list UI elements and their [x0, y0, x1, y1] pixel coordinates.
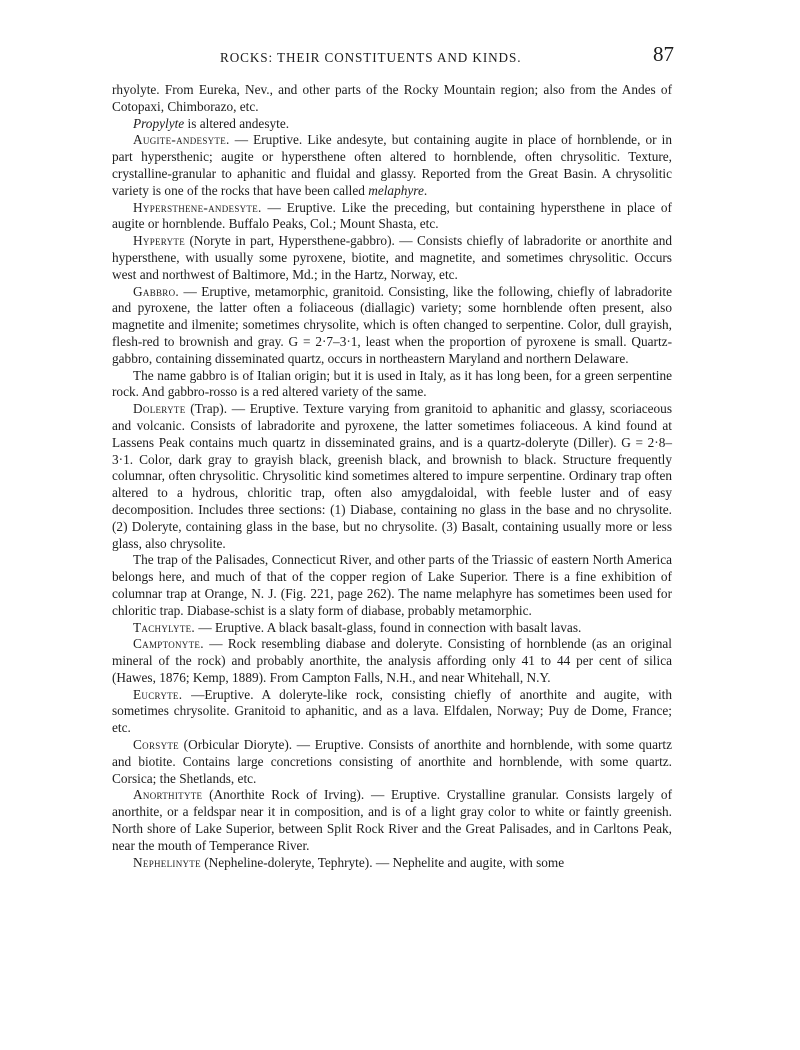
paragraph-rhyolyte-cont: rhyolyte. From Eureka, Nev., and other parts of the Rocky Mountain region; also from the Andes of Cotopaxi, Chimborazo, etc.	[112, 82, 672, 114]
term-gabbro: Gabbro.	[133, 283, 180, 299]
page-header	[112, 42, 672, 82]
paragraph-anorthityte: Anorthityte (Anorthite Rock of Irving). — Eruptive. Crystalline granular. Consists largely of anorthite, or a feldspar near it in composition, and is of a light gray color to white or faintly greenish. North shore of Lake Superior, between Split Rock River and the Great Palisades, and in Carltons Peak, near the mouth of Temperance River.	[112, 787, 672, 853]
paragraph-gabbro-name: The name gabbro is of Italian origin; but it is used in Italy, as it has long been, for a green serpentine rock. And gabbro-rosso is a red altered variety of the same.	[112, 367, 672, 400]
page-number: 87	[653, 42, 674, 66]
term-doleryte: Doleryte	[133, 401, 186, 417]
paragraph-trap: The trap of the Palisades, Connecticut River, and other parts of the Triassic of eastern North America belongs here, and much of that of the copper region of Lake Superior. There is a fine exhibition of columnar trap at Orange, N. J. (Fig. 221, page 262). The name melaphyre has sometimes been used for chloritic trap. Diabase-schist is a slaty form of diabase, probably metamorphic.	[112, 552, 672, 618]
term-tachylyte: Tachylyte.	[133, 619, 196, 635]
paragraph-augite-andesyte: Augite-andesyte. — Eruptive. Like andesyte, but containing augite in place of hornblende, or in part hypersthenic; augite or hypersthene often altered to hornblende, often chrysolitic. Texture, crystalline-granular to aphanitic and fluidal and glassy. Reported from the Great Basin. A chrysolitic variety is one of the rocks that have been called melaphyre.	[112, 132, 672, 198]
term-corsyte: Corsyte	[133, 737, 179, 753]
term-propylyte: Propylyte	[133, 115, 185, 131]
term-augite-andesyte: Augite-andesyte.	[133, 132, 230, 148]
paragraph-doleryte: Doleryte (Trap). — Eruptive. Texture varying from granitoid to aphanitic and glassy, scoriaceous and volcanic. Consists of labradorite and pyroxene, the latter sometimes foliaceous. A kind found at Lassens Peak contains much quartz in disseminated grains, and is a quartz-doleryte (Diller). G = 2·8–3·1. Color, dark gray to grayish black, greenish black, and brownish to black. Structure frequently columnar, often chrysolitic. Chrysolitic kind sometimes altered to impure serpentine. Ordinary trap often altered to a hydrous, chloritic trap, often also amygdaloidal, with feeble luster and of easy decomposition. Includes three sections: (1) Diabase, containing no glass in the base and no chrysolite. (2) Doleryte, containing glass in the base, but no chrysolite. (3) Basalt, containing usually more or less glass, also chrysolite.	[112, 401, 672, 551]
paragraph-hypersthene-andesyte: Hypersthene-andesyte. — Eruptive. Like the preceding, but containing hypersthene in place of augite or hornblende. Buffalo Peaks, Col.; Mount Shasta, etc.	[112, 199, 672, 232]
paragraph-hyperyte: Hyperyte (Noryte in part, Hypersthene-gabbro). — Consists chiefly of labradorite or anorthite and hypersthene, with usually some pyroxene, biotite, and magnetite, and sometimes chrysolitic. Occurs west and northwest of Baltimore, Md.; in the Hartz, Norway, etc.	[112, 233, 672, 282]
term-nephelinyte: Nephelinyte	[133, 854, 201, 870]
paragraph-tachylyte: Tachylyte. — Eruptive. A black basalt-glass, found in connection with basalt lavas.	[133, 619, 582, 635]
paragraph-eucryte: Eucryte. —Eruptive. A doleryte-like rock, consisting chiefly of anorthite and augite, with sometimes chrysolite. Granitoid to aphanitic, and as a lava. Elfdalen, Norway; Puy de Dome, France; etc.	[112, 686, 672, 736]
paragraph-nephelinyte: Nephelinyte (Nepheline-doleryte, Tephryte). — Nephelite and augite, with some	[133, 854, 565, 870]
term-eucryte: Eucryte.	[133, 686, 183, 702]
body-text	[112, 82, 672, 871]
paragraph-camptonyte: Camptonyte. — Rock resembling diabase and doleryte. Consisting of hornblende (as an original mineral of the rock) and probably anorthite, the analysis affording only 41 to 44 per cent of silica (Hawes, 1876; Kemp, 1889). From Campton Falls, N.H., and near Whitehall, N.Y.	[112, 636, 672, 685]
term-anorthityte: Anorthityte	[133, 787, 203, 803]
term-hypersthene-andesyte: Hypersthene-andesyte.	[133, 199, 262, 215]
paragraph-propylyte: Propylyte is altered andesyte.	[133, 115, 290, 131]
paragraph-gabbro: Gabbro. — Eruptive, metamorphic, granitoid. Consisting, like the following, chiefly of labradorite and pyroxene, the latter often a foliaceous (diallagic) variety; some hornblende often present, also magnetite and ilmenite; sometimes chrysolite, which is often changed to serpentine. Color, dull grayish, flesh-red to brownish and gray. G = 2·7–3·1, least when the proportion of pyroxene is small. Quartz-gabbro, containing disseminated quartz, occurs in northeastern Maryland and northern Delaware.	[112, 283, 672, 366]
running-head: ROCKS: THEIR CONSTITUENTS AND KINDS.	[220, 50, 522, 65]
term-camptonyte: Camptonyte.	[133, 636, 204, 652]
term-hyperyte: Hyperyte	[133, 233, 186, 249]
paragraph-corsyte: Corsyte (Orbicular Dioryte). — Eruptive. Consists of anorthite and hornblende, with some quartz and biotite. Contains large concretions consisting of anorthite and hornblende, with some quartz. Corsica; the Shetlands, etc.	[112, 737, 672, 786]
